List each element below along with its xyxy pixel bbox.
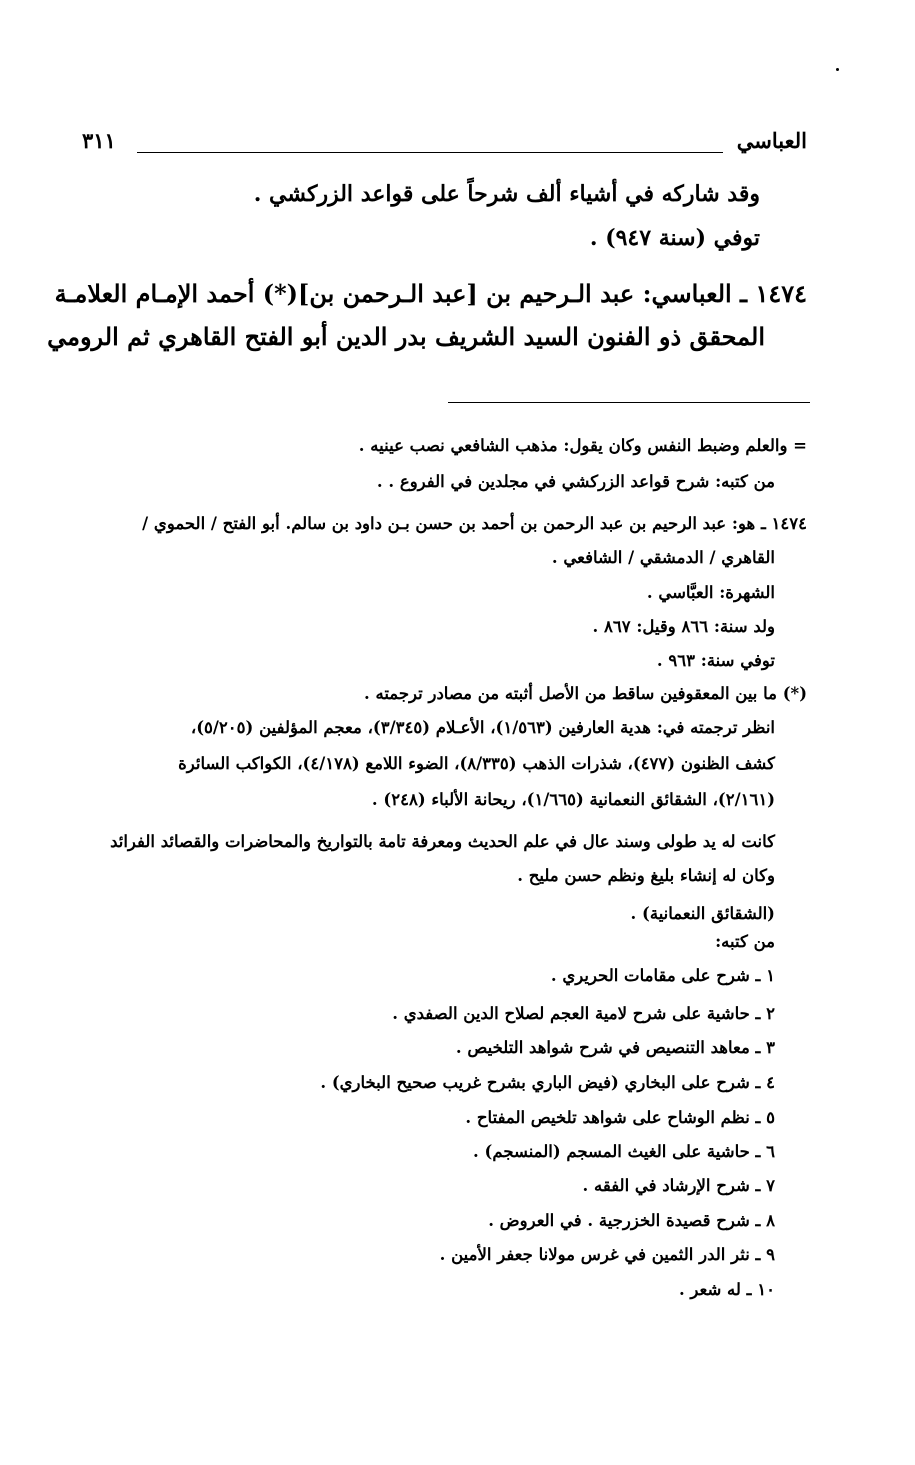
entry-line-1-rest: عبد الـرحيم بن [عبد الـرحمن بن](*) أحمد الإمـام العلامـة — [54, 279, 635, 308]
footnote-line: ولد سنة: ٨٦٦ وقيل: ٨٦٧ . — [592, 617, 775, 636]
book-list-item: ١ ـ شرح على مقامات الحريري . — [550, 966, 775, 985]
book-list-item: ٧ ـ شرح الإرشاد في الفقه . — [582, 1176, 775, 1195]
footnote-line: من كتبه: شرح قواعد الزركشي في مجلدين في الفروع . . — [376, 472, 775, 491]
book-list-item: ٣ ـ معاهد التنصيص في شرح شواهد التلخيص . — [455, 1038, 775, 1057]
footnote-line: ١٤٧٤ ـ هو: عبد الرحيم بن عبد الرحمن بن أحمد بن حسن بـن داود بن سالم. أبو الفتح / الحموي / — [142, 514, 807, 533]
header-rule — [137, 152, 723, 153]
footnote-line: من كتبه: — [715, 932, 775, 951]
scan-speck — [836, 68, 839, 71]
book-list-item: ٤ ـ شرح على البخاري (فيض الباري بشرح غريب صحيح البخاري) . — [320, 1073, 775, 1092]
footnote-separator — [448, 402, 810, 403]
entry-line-2: المحقق ذو الفنون السيد الشريف بدر الدين أبو الفتح القاهري ثم الرومي — [47, 322, 765, 351]
book-list-item: ٩ ـ نثر الدر الثمين في غرس مولانا جعفر الأمين . — [439, 1245, 775, 1264]
book-list-item: ٦ ـ حاشية على الغيث المسجم (المنسجم) . — [473, 1142, 775, 1161]
page-number: ٣١١ — [82, 128, 116, 153]
book-list-item: ٥ ـ نظم الوشاح على شواهد تلخيص المفتاح . — [465, 1108, 775, 1127]
book-list-item: ٨ ـ شرح قصيدة الخزرجية . في العروض . — [488, 1211, 775, 1230]
entry-number-name: ١٤٧٤ ـ العباسي: — [642, 279, 807, 308]
footnote-line: كشف الظنون (٤٧٧)، شذرات الذهب (٨/٣٣٥)، الضوء اللامع (٤/١٧٨)، الكواكب السائرة — [178, 754, 775, 773]
continuation-line-1: وقد شاركه في أشياء ألف شرحاً على قواعد الزركشي . — [253, 181, 760, 207]
continuation-line-2: توفي (سنة ٩٤٧) . — [589, 225, 760, 251]
footnote-line: = والعلم وضبط النفس وكان يقول: مذهب الشافعي نصب عينيه . — [358, 436, 807, 455]
footnote-line: (*) ما بين المعقوفين ساقط من الأصل أثبته من مصادر ترجمته . — [363, 684, 807, 703]
footnote-line: القاهري / الدمشقي / الشافعي . — [551, 548, 775, 567]
footnote-line: (٢/١٦١)، الشقائق النعمانية (١/٦٦٥)، ريحانة الألباء (٢٤٨) . — [371, 790, 775, 809]
footnote-line: كانت له يد طولى وسند عال في علم الحديث ومعرفة تامة بالتواريخ والمحاضرات والقصائد الفرائد — [110, 832, 775, 851]
footnote-line: وكان له إنشاء بليغ ونظم حسن مليح . — [517, 866, 775, 885]
running-title: العباسي — [736, 128, 807, 153]
footnote-line: توفي سنة: ٩٦٣ . — [656, 651, 775, 670]
book-list-item: ١٠ ـ له شعر . — [678, 1280, 775, 1299]
footnote-line: انظر ترجمته في: هدية العارفين (١/٥٦٣)، الأعـلام (٣/٣٤٥)، معجم المؤلفين (٥/٢٠٥)، — [190, 718, 775, 737]
footnote-line: الشهرة: العبَّاسي . — [646, 583, 775, 602]
book-list-item: ٢ ـ حاشية على شرح لامية العجم لصلاح الدين الصفدي . — [392, 1004, 775, 1023]
footnote-line: (الشقائق النعمانية) . — [630, 904, 775, 923]
entry-heading-line — [55, 279, 807, 308]
